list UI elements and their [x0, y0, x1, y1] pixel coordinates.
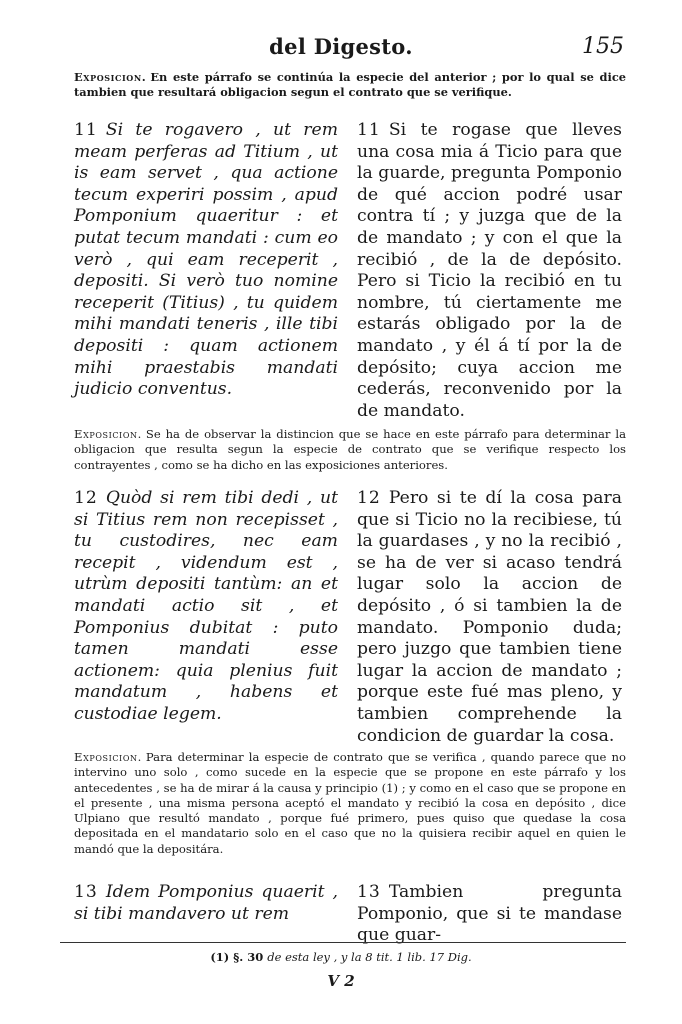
- running-head: [0, 34, 682, 64]
- paragraph-number: 11: [74, 120, 98, 140]
- spanish-text: Si te rogase que lleves una cosa mia á Ticio para que la guarde, pregunta Pomponio de qué accion podré usar contra tí ; y juzga que de la de mandato ; y con el que la recibió , de la de depósito. Pero si Ticio la recibió en tu nombre, tú ciertamente me estarás obligado por la de mandato , y él á tí por la de depósito; cuya accion me cederás, reconvenido por la de mandato.: [357, 120, 622, 421]
- exposicion-label: Exposicion.: [74, 70, 147, 84]
- page-number: 155: [582, 34, 624, 59]
- page-title: del Digesto.: [269, 34, 413, 59]
- spanish-text: Pero si te dí la cosa para que si Ticio no la recibiese, tú la guardases , y no la recibió , se ha de ver si acaso tendrá lugar solo la accion de depósito , ó si tambien la de mandato. Pomponio duda; pero juzgo que tambien tiene lugar la accion de mandato ; porque este fué mas pleno, y tambien comprehende la condicion de guardar la cosa.: [357, 488, 622, 746]
- spanish-column-11: [357, 120, 622, 422]
- latin-text: Quòd si rem tibi dedi , ut si Titius rem non recepisset , tu custodires, nec eam recepit , videndum est , utrùm depositi tantùm: an et mandati actio sit , et Pomponius dubitat : puto tamen mandati esse actionem: quia plenius fuit mandatum , habens et custodiae legem.: [74, 488, 338, 724]
- latin-text: Idem Pomponius quaerit , si tibi mandavero ut rem: [74, 882, 338, 924]
- spanish-text: Tambien pregunta Pomponio, que si te mandase que guar-: [357, 882, 622, 946]
- exposicion-text: Para determinar la especie de contrato que se verifica , quando parece que no intervino uno solo , como sucede en la especie que se propone en este párrafo y los antecedentes , se ha de mirar á la causa y principio (1) ; y como en el caso que se propone en el presente , una misma persona aceptó el mandato y recibió la cosa en depósito , dice Ulpiano que resultó mandato , porque fué primero, pues quiso que quedase la cosa depositada en el mandatario solo en el caso que no la quisiera recibir aquel en quien le mandó que la depositára.: [74, 750, 626, 856]
- paragraph-number: 12: [357, 488, 381, 508]
- exposicion-1: [74, 70, 626, 101]
- exposicion-text: En este párrafo se continúa la especie del anterior ; por lo qual se dice tambien que resultará obligacion segun el contrato que se verifique.: [74, 70, 626, 100]
- exposicion-text: Se ha de observar la distincion que se hace en este párrafo para determinar la obligacion que resulta segun la especie de contrato que se verifique respecto los contrayentes , como se ha dicho en las exposiciones anteriores.: [74, 427, 626, 472]
- spanish-column-13: [357, 882, 622, 947]
- paragraph-number: 12: [74, 488, 98, 508]
- exposicion-2: [74, 427, 626, 473]
- footnote-rule: [60, 942, 626, 943]
- footnote-text: de esta ley , y la 8 tit. 1 lib. 17 Dig.: [267, 950, 472, 964]
- footnote-ref: §. 30: [233, 950, 264, 964]
- footnote-mark: (1): [210, 950, 230, 964]
- spanish-column-12: [357, 488, 622, 747]
- paragraph-number: 13: [357, 882, 381, 902]
- paragraph-number: 13: [74, 882, 98, 902]
- signature-mark: V 2: [327, 972, 355, 990]
- exposicion-3: [74, 750, 626, 857]
- latin-column-11: [74, 120, 338, 401]
- latin-text: Si te rogavero , ut rem meam perferas ad Titium , ut is eam servet , qua actione tecum experiri possim , apud Pomponium quaeritur : et putat tecum mandati : cum eo verò , qui eam receperit , depositi. Si verò tuo nomine receperit (Titius) , tu quidem mihi mandati teneris , ille tibi depositi : quam actionem mihi praestabis mandati judicio conventus.: [74, 120, 338, 400]
- paragraph-number: 11: [357, 120, 381, 140]
- latin-column-13: [74, 882, 338, 925]
- latin-column-12: [74, 488, 338, 726]
- exposicion-label: Exposicion.: [74, 750, 142, 764]
- exposicion-label: Exposicion.: [74, 427, 142, 441]
- footnote: [0, 950, 682, 964]
